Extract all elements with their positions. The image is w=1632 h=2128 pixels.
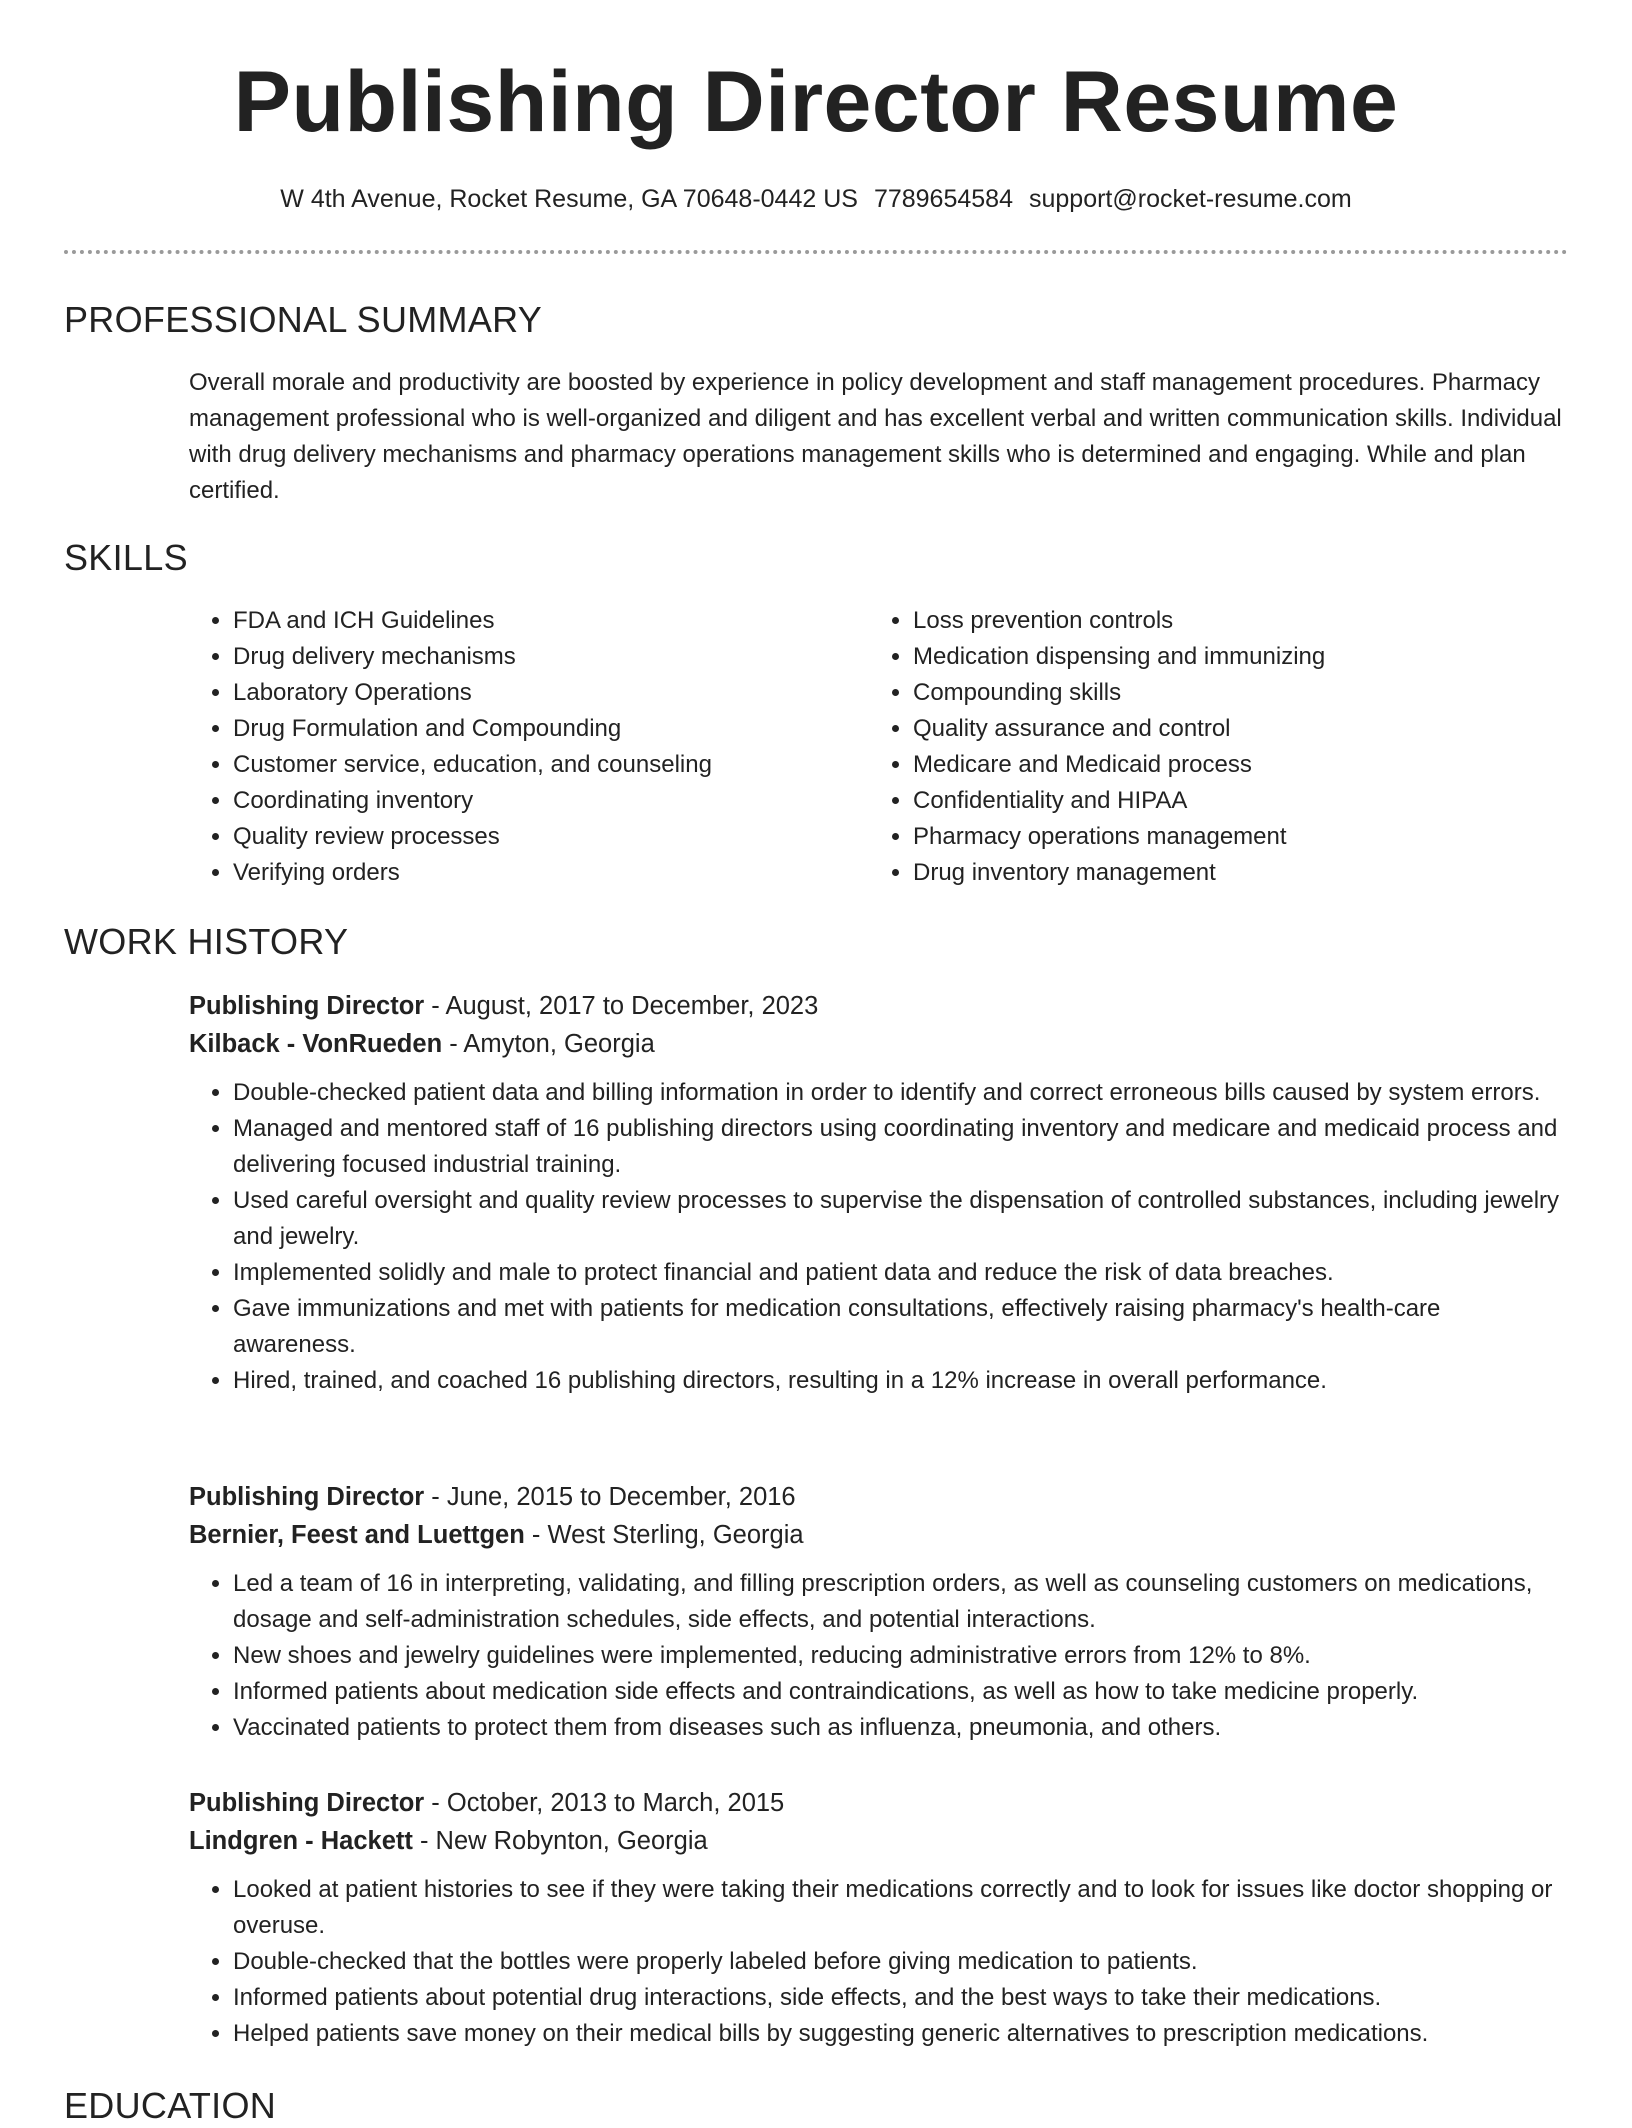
skill-item: • Verifying orders [233,855,829,891]
job-bullet: • Looked at patient histories to see if they were taking their medications correctly and to look for issues like doctor shopping or overuse. [233,1872,1569,1944]
skills-right-column [869,603,1509,891]
job-bullet: • Led a team of 16 in interpreting, validating, and filling prescription orders, as well as counseling customers on medications, dosage and self-administration schedules, side effects, and potential interactions. [233,1566,1569,1638]
job-bullet: • Informed patients about potential drug interactions, side effects, and the best ways to take their medications. [233,1980,1569,2016]
education-heading: EDUCATION [64,2085,277,2126]
job-dates: - June, 2015 to December, 2016 [424,1483,796,1511]
contact-email: support@rocket-resume.com [1028,185,1352,213]
job-bullet: • Gave immunizations and met with patients for medication consultations, effectively raising pharmacy's health-care awareness. [233,1291,1569,1363]
summary-text: Overall morale and productivity are boosted by experience in policy development and staff management procedures. Pharmacy management professional who is well-organized and diligent and has excellent verbal and written communication skills. Individual with drug delivery mechanisms and pharmacy operations management skills who is determined and engaging. While and plan certified. [189,369,1562,504]
job-bullet: • Implemented solidly and male to protect financial and patient data and reduce the risk of data breaches. [233,1255,1569,1291]
job-company-line [189,1025,1569,1063]
skills-right-list [869,603,1509,891]
contact-address: W 4th Avenue, Rocket Resume, GA 70648-0442 US [280,185,858,213]
skill-item: • Pharmacy operations management [913,819,1509,855]
skills-left-list [189,603,829,891]
header-divider [64,250,1568,254]
job-bullet: • Double-checked patient data and billing information in order to identify and correct erroneous bills caused by system errors. [233,1075,1569,1111]
job-company-line [189,1822,1569,1860]
skill-item: • Drug Formulation and Compounding [233,711,829,747]
job-title-line [189,1784,1569,1822]
skill-item: • Quality assurance and control [913,711,1509,747]
skill-item: • FDA and ICH Guidelines [233,603,829,639]
job-bullet: • Informed patients about medication side effects and contraindications, as well as how to take medicine properly. [233,1674,1569,1710]
contact-line [0,182,1632,216]
job-title: Publishing Director [189,992,425,1020]
resume-title: Publishing Director Resume [233,54,1399,150]
job-bullet: • Double-checked that the bottles were properly labeled before giving medication to patients. [233,1944,1569,1980]
job-title: Publishing Director [189,1789,425,1817]
skills-left-column [189,603,829,891]
job-company-line [189,1516,1569,1554]
job-location: - New Robynton, Georgia [412,1827,708,1855]
contact-phone: 7789654584 [873,185,1013,213]
job-company: Bernier, Feest and Luettgen [189,1521,525,1549]
job-title: Publishing Director [189,1483,425,1511]
summary-heading: PROFESSIONAL SUMMARY [64,299,543,340]
skill-item: • Compounding skills [913,675,1509,711]
skills-heading: SKILLS [64,537,188,578]
job-bullet: • Used careful oversight and quality review processes to supervise the dispensation of controlled substances, including jewelry and jewelry. [233,1183,1569,1255]
skill-item: • Laboratory Operations [233,675,829,711]
job-company: Lindgren - Hackett [189,1827,413,1855]
work-heading: WORK HISTORY [64,921,349,962]
skill-item: • Coordinating inventory [233,783,829,819]
job-bullets [189,1566,1569,1746]
skill-item: • Loss prevention controls [913,603,1509,639]
job-bullet: • Managed and mentored staff of 16 publishing directors using coordinating inventory and medicare and medicaid process and delivering focused industrial training. [233,1111,1569,1183]
skill-item: • Drug delivery mechanisms [233,639,829,675]
job-bullet: • Hired, trained, and coached 16 publishing directors, resulting in a 12% increase in overall performance. [233,1363,1569,1399]
skill-item: • Medicare and Medicaid process [913,747,1509,783]
job-entry [189,1784,1569,2052]
skill-item: • Customer service, education, and counseling [233,747,829,783]
skill-item: • Quality review processes [233,819,829,855]
job-company: Kilback - VonRueden [189,1030,443,1058]
job-entry [189,1478,1569,1746]
skill-item: • Medication dispensing and immunizing [913,639,1509,675]
skill-item: • Drug inventory management [913,855,1509,891]
job-bullet: • Vaccinated patients to protect them from diseases such as influenza, pneumonia, and others. [233,1710,1569,1746]
job-dates: - August, 2017 to December, 2023 [424,992,819,1020]
job-bullets [189,1075,1569,1399]
job-title-line [189,1478,1569,1516]
job-bullets [189,1872,1569,2052]
job-bullet: • New shoes and jewelry guidelines were implemented, reducing administrative errors from 12% to 8%. [233,1638,1569,1674]
job-dates: - October, 2013 to March, 2015 [424,1789,785,1817]
job-location: - Amyton, Georgia [442,1030,655,1058]
job-location: - West Sterling, Georgia [524,1521,804,1549]
job-bullet: • Helped patients save money on their medical bills by suggesting generic alternatives to prescription medications. [233,2016,1569,2052]
job-entry [189,987,1569,1399]
skill-item: • Confidentiality and HIPAA [913,783,1509,819]
job-title-line [189,987,1569,1025]
